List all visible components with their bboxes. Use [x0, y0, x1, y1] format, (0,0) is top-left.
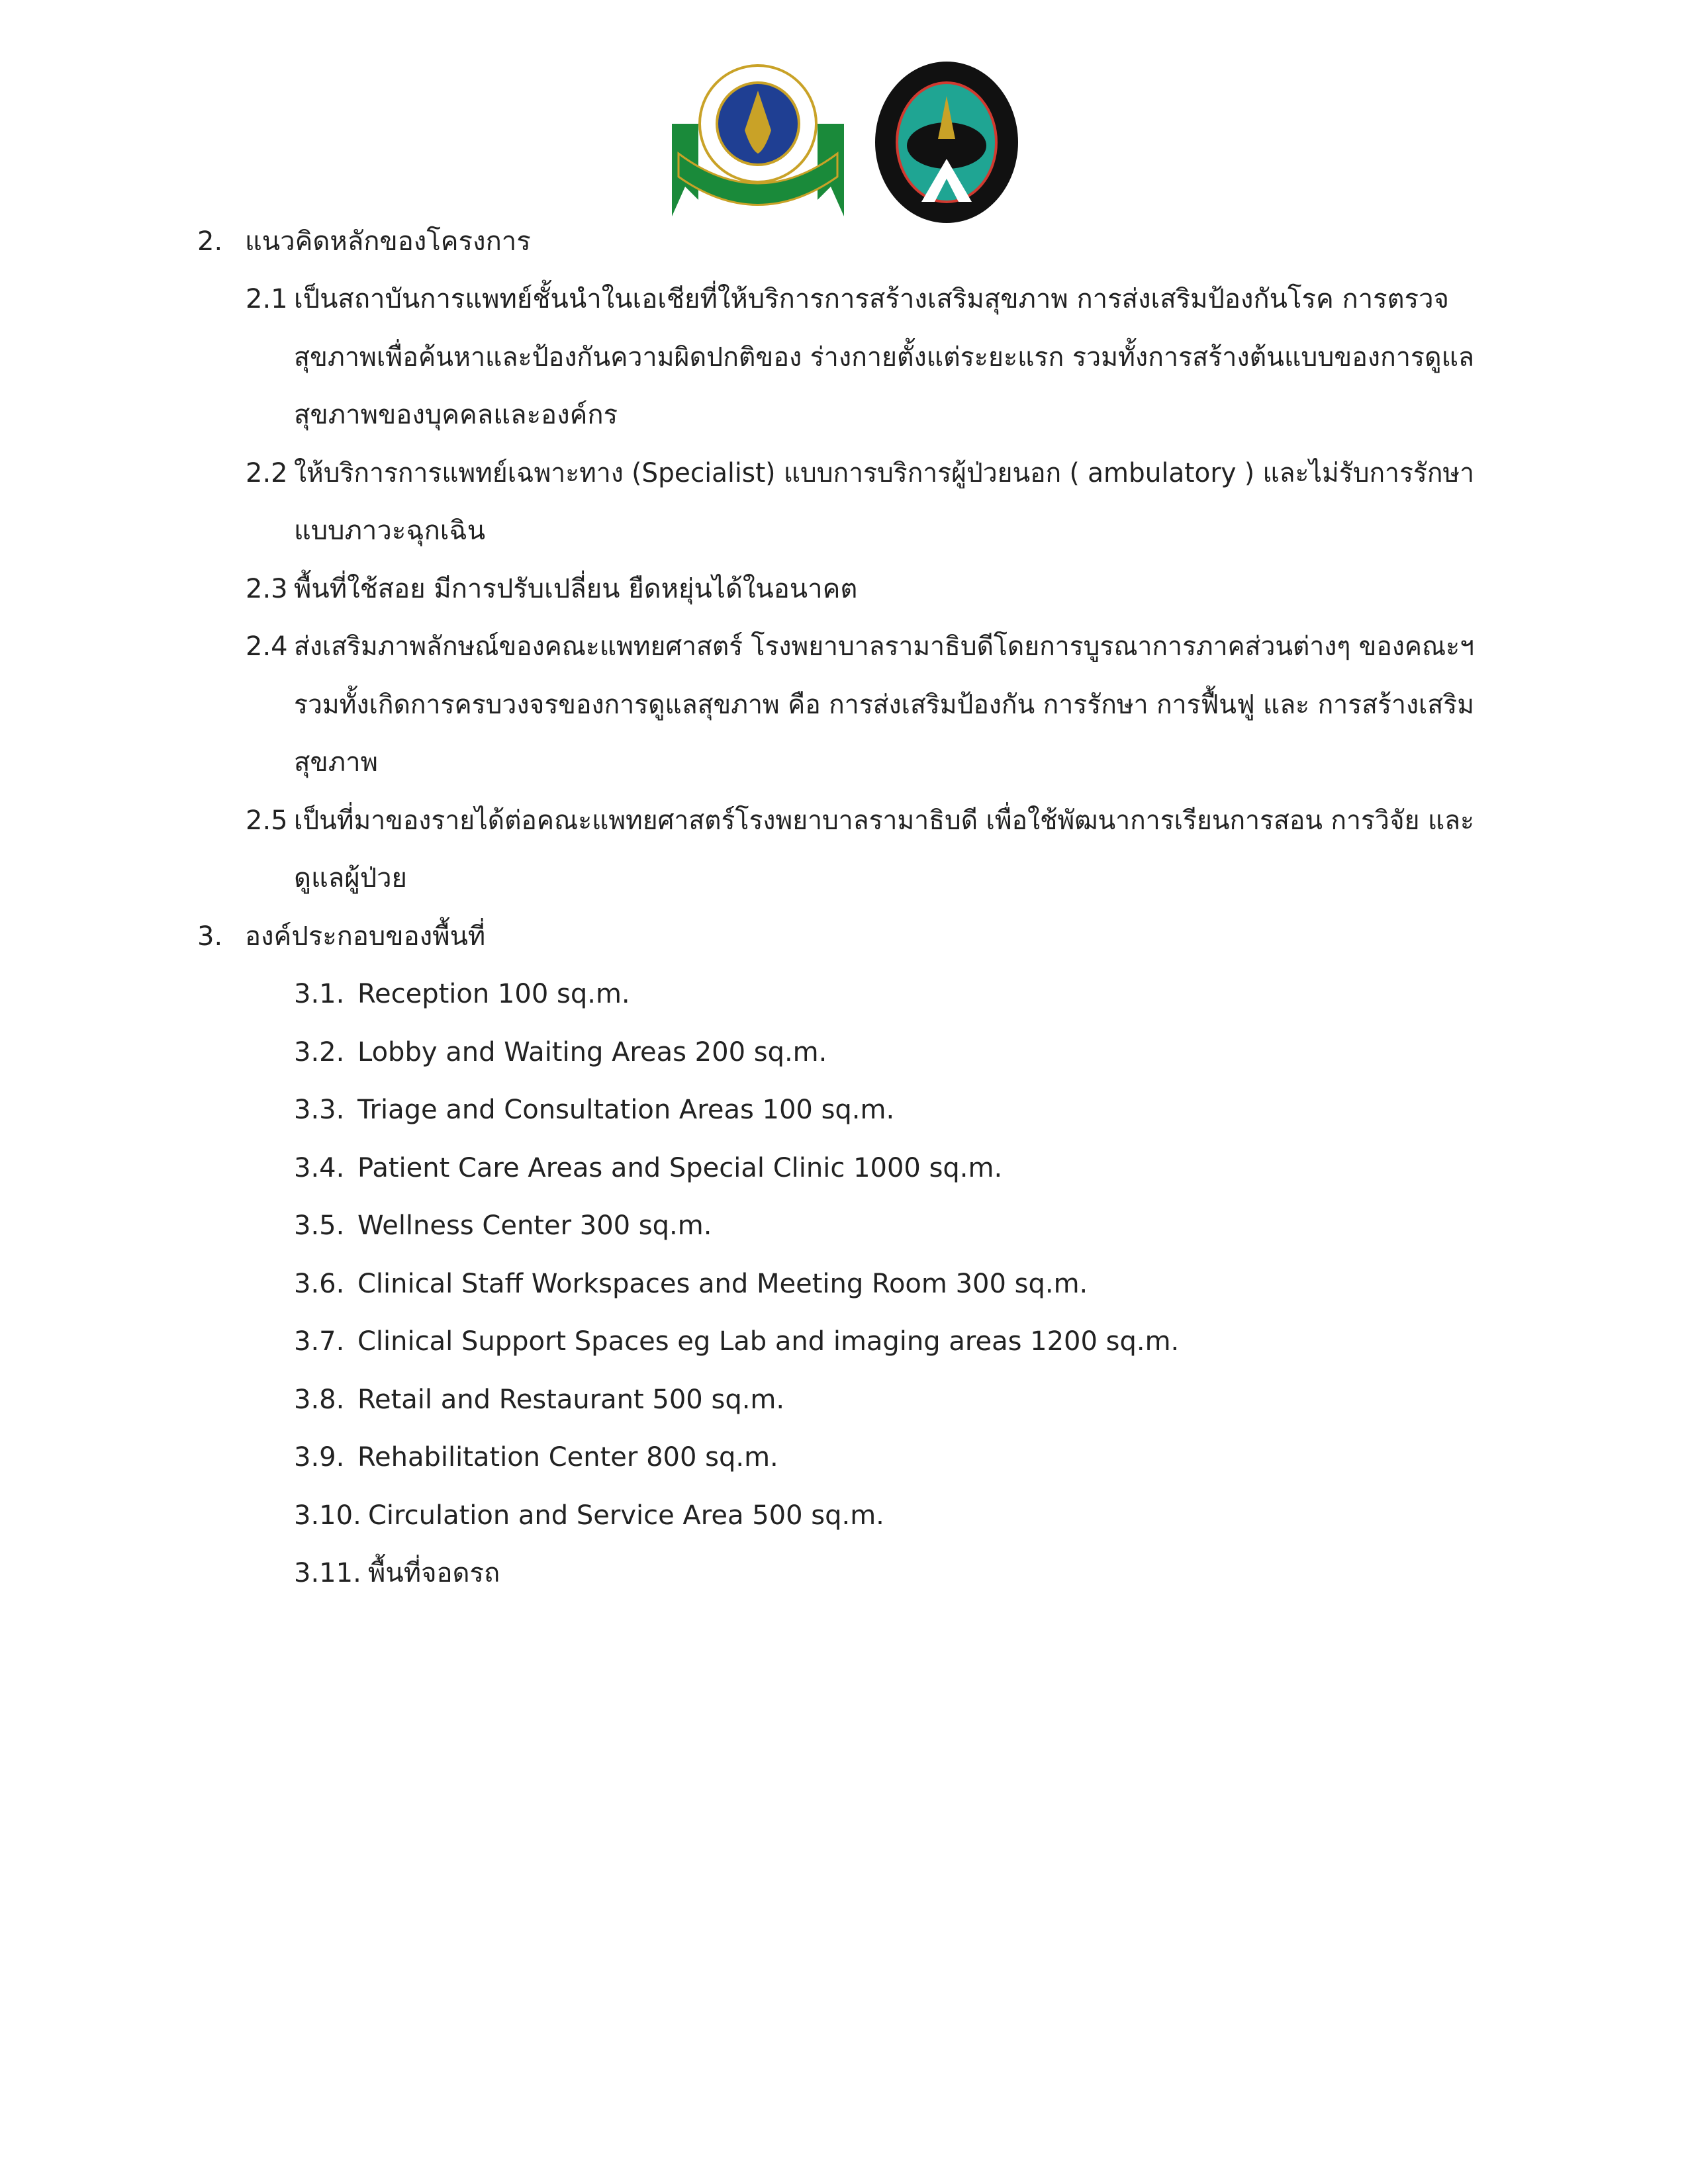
item-number: 3.8.	[294, 1384, 345, 1415]
item-text: พื้นที่จอดรถ	[368, 1558, 500, 1588]
item-number: 3.7.	[294, 1326, 345, 1357]
ramathibodi-logo	[665, 61, 851, 216]
item-number: 2.5	[246, 805, 288, 836]
item-text: พื้นที่ใช้สอย มีการปรับเปลี่ยน ยืดหยุ่นได้ในอนาคต	[294, 574, 858, 604]
item-text: ให้บริการการแพทย์เฉพาะทาง (Specialist) แบบการบริการผู้ป่วยนอก ( ambulatory ) และไม่รับการรักษา	[294, 458, 1475, 488]
item-text: เป็นที่มาของรายได้ต่อคณะแพทยศาสตร์โรงพยาบาลรามาธิบดี เพื่อใช้พัฒนาการเรียนการสอน การวิจัย และ	[294, 805, 1474, 836]
section-title: แนวคิดหลักของโครงการ	[245, 226, 531, 257]
item-text: Patient Care Areas and Special Clinic 1000 sq.m.	[357, 1152, 1003, 1183]
item-text: Reception 100 sq.m.	[357, 979, 630, 1009]
item-text: Circulation and Service Area 500 sq.m.	[368, 1500, 884, 1531]
item-text-continued: สุขภาพเพื่อค้นหาและป้องกันความผิดปกติของ ร่างกายตั้งแต่ระยะแรก รวมทั้งการสร้างต้นแบบของการดูแล	[294, 342, 1475, 373]
item-text: Triage and Consultation Areas 100 sq.m.	[357, 1095, 895, 1125]
section-number: 3.	[197, 921, 223, 952]
item-text: Rehabilitation Center 800 sq.m.	[357, 1442, 778, 1473]
item-number: 3.11.	[294, 1558, 361, 1588]
item-number: 3.2.	[294, 1036, 345, 1068]
item-number: 3.10.	[294, 1500, 361, 1531]
item-number: 3.1.	[294, 979, 345, 1009]
section-number: 2.	[197, 226, 223, 257]
item-number: 3.3.	[294, 1095, 345, 1125]
architects-association-logo	[872, 60, 1021, 225]
item-text: ส่งเสริมภาพลักษณ์ของคณะแพทยศาสตร์ โรงพยาบาลรามาธิบดีโดยการบูรณาการภาคส่วนต่างๆ ของคณะฯ	[294, 631, 1475, 662]
item-text: Clinical Staff Workspaces and Meeting Room 300 sq.m.	[357, 1268, 1088, 1299]
item-number: 2.4	[246, 631, 288, 662]
item-text: Retail and Restaurant 500 sq.m.	[357, 1384, 785, 1415]
section-title: องค์ประกอบของพื้นที่	[245, 921, 486, 952]
item-text: Clinical Support Spaces eg Lab and imaging areas 1200 sq.m.	[357, 1326, 1180, 1357]
item-text-continued: รวมทั้งเกิดการครบวงจรของการดูแลสุขภาพ คือ การส่งเสริมป้องกัน การรักษา การฟื้นฟู และ การสร้างเสริม	[294, 690, 1474, 720]
item-text: Wellness Center 300 sq.m.	[357, 1210, 712, 1241]
item-text-continued: สุขภาพ	[294, 747, 378, 778]
item-number: 3.5.	[294, 1210, 345, 1241]
item-text: Lobby and Waiting Areas 200 sq.m.	[357, 1036, 827, 1068]
item-text: เป็นสถาบันการแพทย์ชั้นนำในเอเชียที่ให้บริการการสร้างเสริมสุขภาพ การส่งเสริมป้องกันโรค การตรวจ	[294, 284, 1449, 314]
item-number: 2.1	[246, 284, 288, 314]
item-number: 3.6.	[294, 1268, 345, 1299]
item-number: 2.2	[246, 458, 288, 488]
item-number: 3.9.	[294, 1442, 345, 1473]
item-text-continued: ดูแลผู้ป่วย	[294, 863, 407, 893]
item-text-continued: แบบภาวะฉุกเฉิน	[294, 516, 486, 546]
item-text-continued: สุขภาพของบุคคลและองค์กร	[294, 400, 618, 430]
item-number: 2.3	[246, 574, 288, 604]
item-number: 3.4.	[294, 1152, 345, 1183]
